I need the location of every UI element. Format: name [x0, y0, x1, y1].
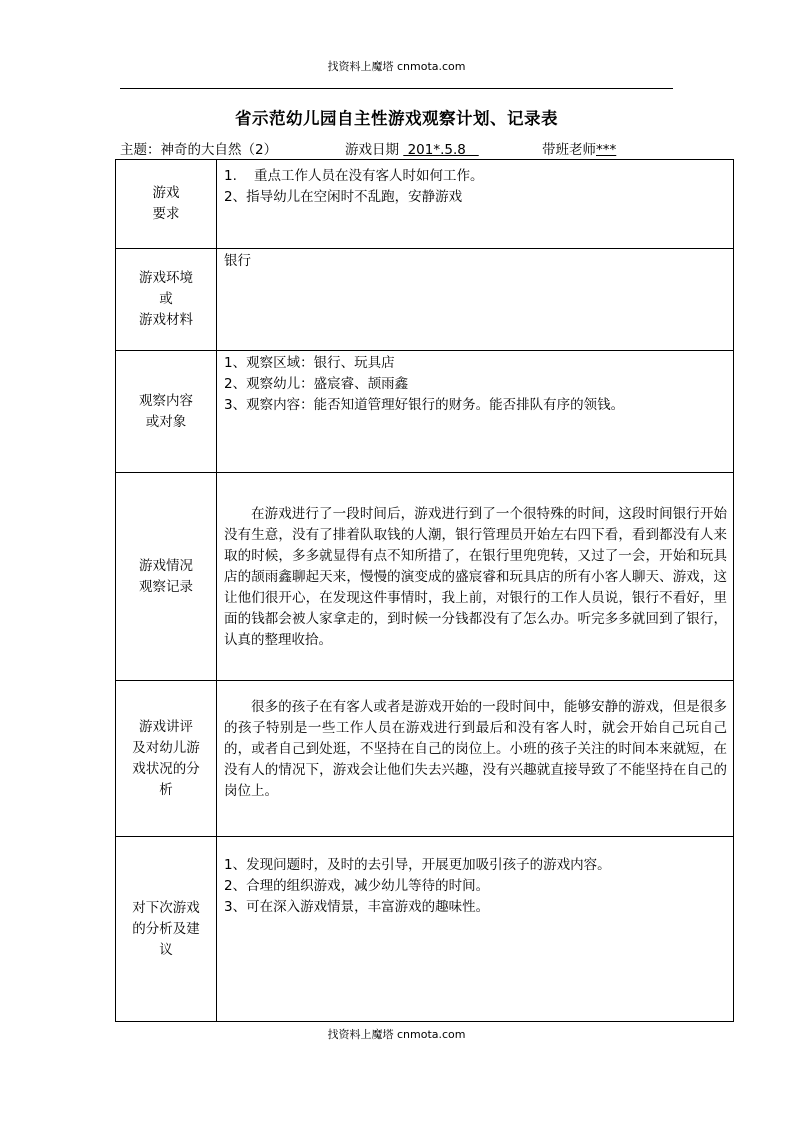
table-row-game-requirements — [116, 160, 734, 249]
content-line: 1、发现问题时，及时的去引导，开展更加吸引孩子的游戏内容。 — [224, 857, 611, 873]
content-line: 2、观察幼儿：盛宸睿、颉雨鑫 — [224, 376, 409, 392]
date-field — [345, 138, 479, 158]
date-value: 201*.5.8 — [403, 142, 479, 158]
label-line: 议 — [159, 941, 173, 958]
row-label — [116, 351, 217, 473]
label-line: 游戏材料 — [139, 312, 193, 328]
topic-label: 主题： — [120, 142, 161, 158]
row-content — [217, 351, 734, 473]
content-line: 1、观察区域：银行、玩具店 — [224, 355, 395, 371]
row-content — [217, 249, 734, 351]
row-content — [217, 837, 734, 1022]
label-line: 对下次游戏 — [132, 899, 200, 916]
content-line: 银行 — [224, 253, 251, 269]
label-line: 游戏 — [152, 185, 180, 201]
review-paragraph: 很多的孩子在有客人或者是游戏开始的一段时间中，能够安静的游戏，但是很多的孩子特别是一些工作人员在游戏进行到最后和没有客人时，就会开始自己玩自己的，或者自己到处逛，不坚持在自己的岗位上。小班的孩子关注的时间本来就短，在没有人的情况下，游戏会让他们失去兴趣，没有兴趣就直接导致了不能坚持在自己的岗位上。 — [224, 699, 727, 799]
meta-line — [120, 138, 680, 158]
label-line: 游戏讲评 — [139, 718, 193, 735]
date-label: 游戏日期 — [345, 142, 399, 158]
content-line: 1. 重点工作人员在没有客人时如何工作。 — [224, 168, 484, 184]
teacher-value: *** — [596, 142, 617, 158]
label-line: 戏状况的分 — [132, 760, 200, 777]
label-line: 游戏情况 — [139, 557, 193, 574]
label-line: 的分析及建 — [132, 920, 200, 937]
content-line: 3、观察内容：能否知道管理好银行的财务。能否排队有序的领钱。 — [224, 397, 625, 413]
document-title: 省示范幼儿园自主性游戏观察计划、记录表 — [235, 109, 558, 128]
topic-field — [120, 138, 277, 158]
content-line: 2、合理的组织游戏，减少幼儿等待的时间。 — [224, 878, 490, 894]
label-line: 观察记录 — [139, 578, 193, 595]
table-row-observation-target — [116, 351, 734, 473]
label-line: 或 — [159, 291, 173, 307]
label-line: 及对幼儿游 — [132, 739, 200, 756]
table-row-game-review — [116, 681, 734, 837]
row-label — [116, 473, 217, 681]
row-content — [217, 681, 734, 837]
table-row-game-environment — [116, 249, 734, 351]
teacher-field — [542, 138, 648, 158]
label-line: 要求 — [152, 206, 180, 222]
observation-table — [115, 159, 734, 1022]
content-line: 3、可在深入游戏情景，丰富游戏的趣味性。 — [224, 899, 490, 915]
row-content — [217, 160, 734, 249]
table-row-next-suggestions — [116, 837, 734, 1022]
content-line: 2、指导幼儿在空闲时不乱跑，安静游戏 — [224, 189, 463, 205]
row-content — [217, 473, 734, 681]
header-watermark: 找资料上魔塔 cnmota.com — [327, 60, 466, 73]
label-line: 或对象 — [145, 413, 187, 430]
header-rule — [120, 88, 673, 89]
row-label — [116, 160, 217, 249]
table-row-observation-record — [116, 473, 734, 681]
teacher-label: 带班老师 — [542, 142, 596, 158]
topic-value: 神奇的大自然（2） — [160, 142, 278, 158]
label-line: 析 — [159, 781, 173, 798]
row-label — [116, 837, 217, 1022]
label-line: 游戏环境 — [139, 270, 193, 286]
record-paragraph: 在游戏进行了一段时间后，游戏进行到了一个很特殊的时间，这段时间银行开始没有生意，没有了排着队取钱的人潮，银行管理员开始左右四下看，看到都没有人来取的时候，多多就显得有点不知所措了，在银行里兜兜转，又过了一会，开始和玩具店的颉雨鑫聊起天来，慢慢的演变成的盛宸睿和玩具店的所有小客人聊天、游戏，这让他们很开心，在发现这件事情时，我上前，对银行的工作人员说，银行不看好，里面的钱都会被人家拿走的，到时候一分钱都没有了怎么办。听完多多就回到了银行，认真的整理收拾。 — [224, 506, 727, 648]
label-line: 观察内容 — [139, 392, 193, 409]
footer-watermark: 找资料上魔塔 cnmota.com — [327, 1028, 466, 1041]
row-label — [116, 681, 217, 837]
row-label — [116, 249, 217, 351]
